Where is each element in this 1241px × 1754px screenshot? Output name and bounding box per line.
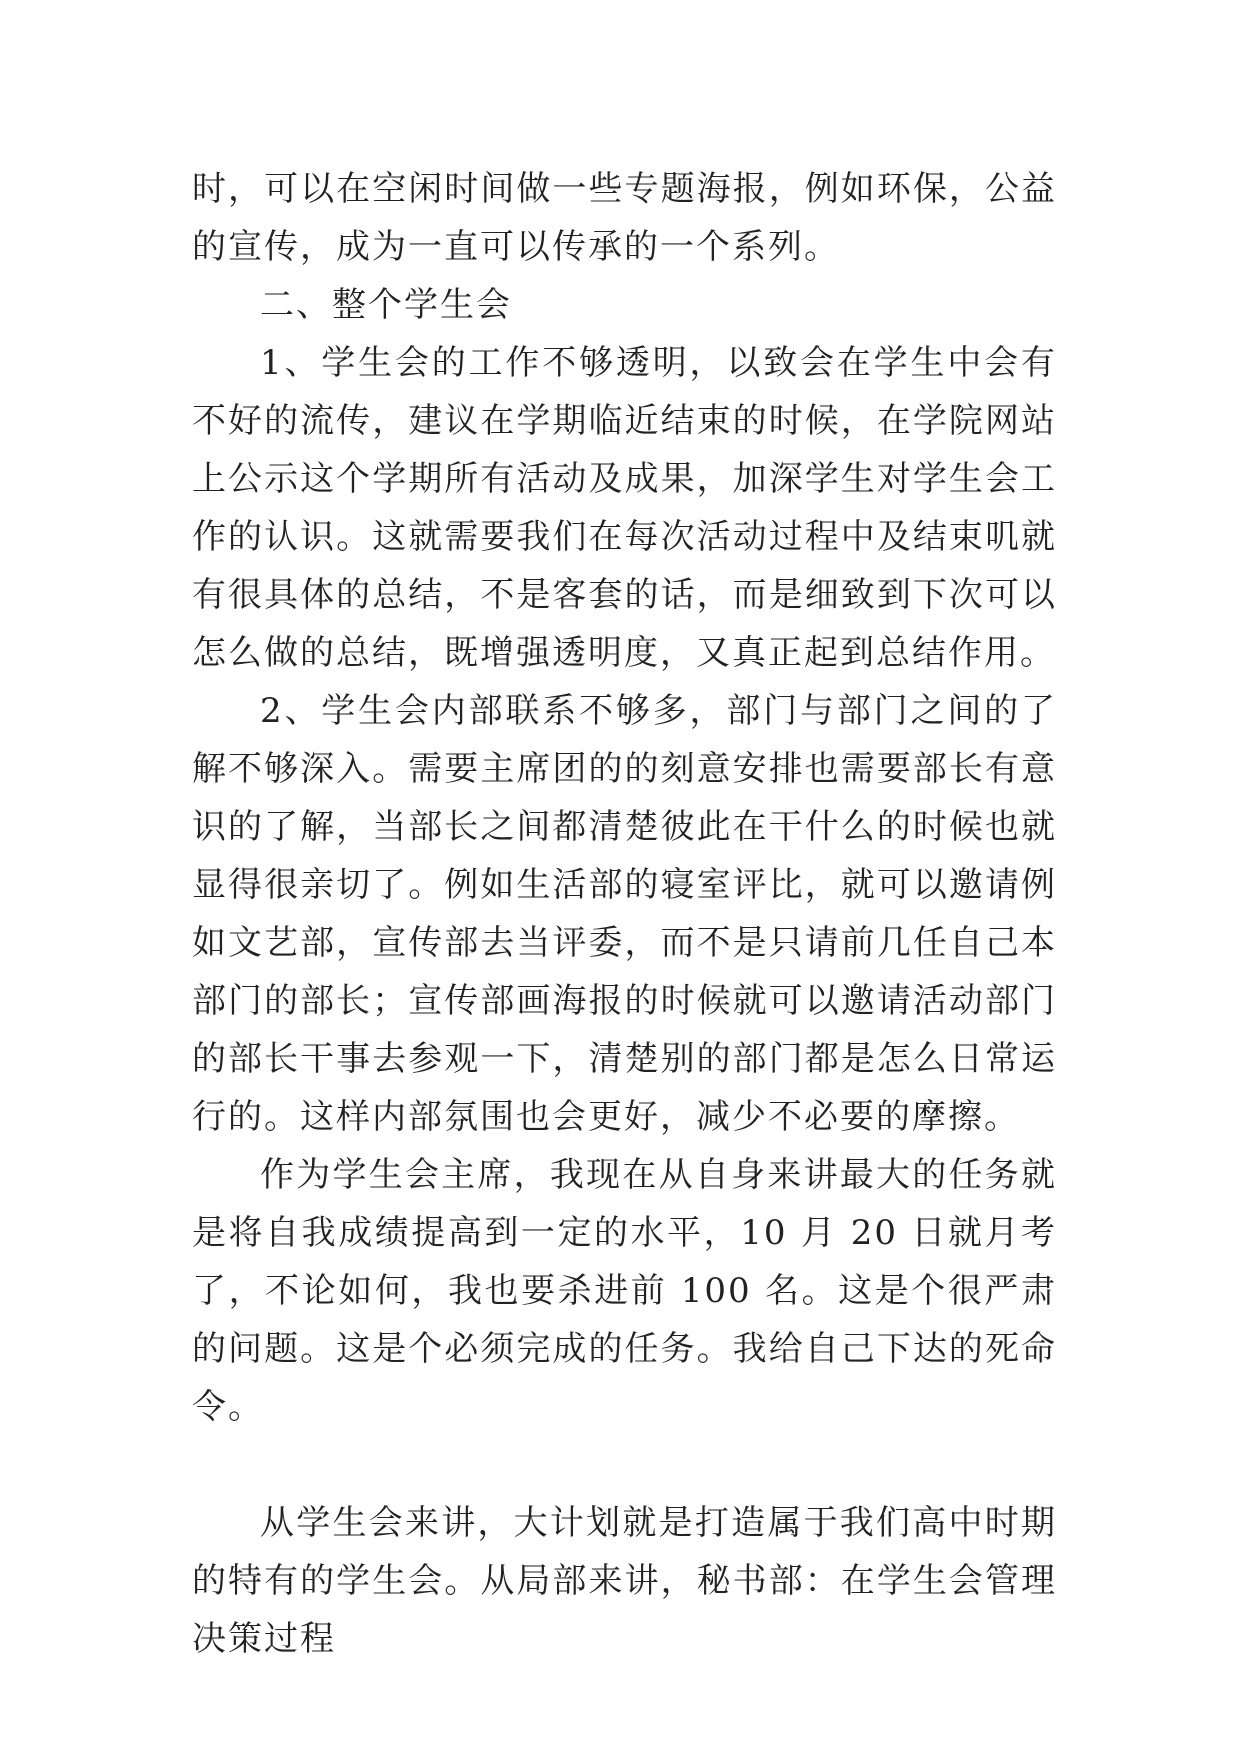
paragraph-item-1: 1、学生会的工作不够透明，以致会在学生中会有不好的流传，建议在学期临近结束的时候，在学院网站上公示这个学期所有活动及成果，加深学生对学生会工作的认识。这就需要我们在每次活动过程中及结束叽就有很具体的总结，不是客套的话，而是细致到下次可以怎么做的总结，既增强透明度，又真正起到总结作用。 (192, 343, 1057, 673)
paragraph-chairman: 作为学生会主席，我现在从自身来讲最大的任务就是将自我成绩提高到一定的水平，10 月 20 日就月考了，不论如何，我也要杀进前 100 名。这是个很严肃的问题。这是个必须完成的任务。我给自己下达的死命令。 (192, 1155, 1057, 1427)
section-heading: 二、整个学生会 (260, 285, 512, 325)
paragraph-spacer (192, 1436, 1057, 1494)
paragraph-continuation: 时，可以在空闲时间做一些专题海报，例如环保，公益的宣传，成为一直可以传承的一个系列。 (192, 169, 1057, 267)
paragraph-item-2: 2、学生会内部联系不够多，部门与部门之间的了解不够深入。需要主席团的的刻意安排也需要部长有意识的了解，当部长之间都清楚彼此在干什么的时候也就显得很亲切了。例如生活部的寝室评比，就可以邀请例如文艺部，宣传部去当评委，而不是只请前几任自己本部门的部长；宣传部画海报的时候就可以邀请活动部门的部长干事去参观一下，清楚别的部门都是怎么日常运行的。这样内部氛围也会更好，减少不必要的摩擦。 (192, 691, 1057, 1137)
paragraph-plan: 从学生会来讲，大计划就是打造属于我们高中时期的特有的学生会。从局部来讲，秘书部：在学生会管理决策过程 (192, 1503, 1057, 1659)
document-body (192, 160, 1057, 1668)
